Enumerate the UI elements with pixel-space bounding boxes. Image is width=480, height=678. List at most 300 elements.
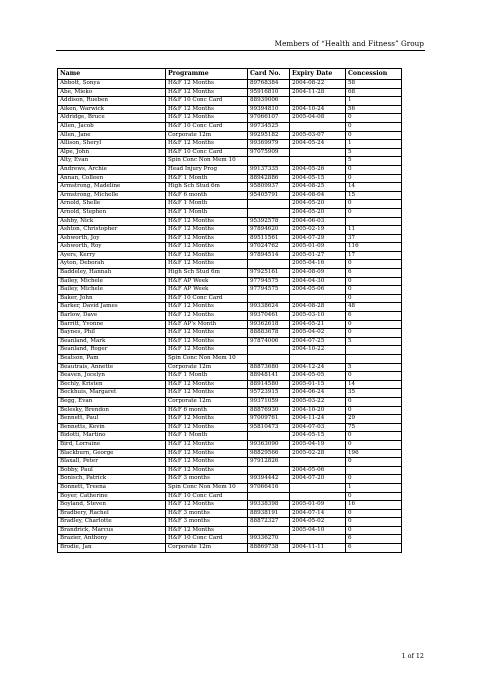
table-row	[58, 483, 402, 492]
cell-expiry-date: 2004-05-24	[290, 140, 346, 149]
table-row	[58, 157, 402, 166]
cell-card-no: 95916810	[248, 88, 290, 97]
cell-card-no: 99394810	[248, 105, 290, 114]
cell-card-no	[248, 466, 290, 475]
cell-concession: 11	[346, 226, 402, 235]
cell-name: Arnold, Shelle	[58, 200, 166, 209]
table-row	[58, 148, 402, 157]
cell-expiry-date: 2004-05-02	[290, 518, 346, 527]
table-row	[58, 226, 402, 235]
cell-card-no	[248, 432, 290, 441]
cell-expiry-date: 2005-01-09	[290, 243, 346, 252]
cell-concession: 0	[346, 320, 402, 329]
cell-name: Brodie, Jan	[58, 544, 166, 553]
cell-expiry-date: 2004-07-03	[290, 423, 346, 432]
cell-concession: 17	[346, 251, 402, 260]
cell-expiry-date: 2004-10-24	[290, 105, 346, 114]
cell-concession: 0	[346, 432, 402, 441]
cell-name: Armstrong, Madeline	[58, 183, 166, 192]
cell-concession: 14	[346, 183, 402, 192]
cell-expiry-date: 2004-05-21	[290, 320, 346, 329]
cell-concession: 0	[346, 458, 402, 467]
cell-concession: 0	[346, 440, 402, 449]
cell-concession: 0	[346, 397, 402, 406]
table-row	[58, 140, 402, 149]
cell-concession: 6	[346, 535, 402, 544]
cell-concession: 0	[346, 329, 402, 338]
cell-card-no: 97794575	[248, 286, 290, 295]
cell-name: Abe, Mieko	[58, 88, 166, 97]
cell-card-no: 88869738	[248, 544, 290, 553]
cell-card-no: 97912826	[248, 458, 290, 467]
cell-expiry-date: 2004-05-20	[290, 208, 346, 217]
cell-programme: H&F 12 Months	[166, 440, 248, 449]
table-row	[58, 509, 402, 518]
cell-name: Brandrick, Marcus	[58, 526, 166, 535]
cell-programme: H&F 12 Months	[166, 329, 248, 338]
cell-concession: 6	[346, 312, 402, 321]
cell-concession: 1	[346, 483, 402, 492]
cell-name: Abbott, Sonya	[58, 80, 166, 89]
cell-expiry-date: 2005-01-27	[290, 251, 346, 260]
cell-name: Bailey, Michele	[58, 286, 166, 295]
cell-card-no: 99363090	[248, 440, 290, 449]
cell-concession: 56	[346, 105, 402, 114]
column-header-card-no: Card No.	[248, 69, 290, 80]
table-row	[58, 260, 402, 269]
cell-concession: 0	[346, 200, 402, 209]
cell-concession: 6	[346, 544, 402, 553]
cell-concession: 35	[346, 389, 402, 398]
cell-programme: Corporate 12m	[166, 131, 248, 140]
cell-expiry-date: 2005-01-09	[290, 501, 346, 510]
cell-expiry-date: 2005-04-08	[290, 114, 346, 123]
cell-name: Allen, Jacob	[58, 122, 166, 131]
cell-card-no: 99371059	[248, 397, 290, 406]
table-row	[58, 518, 402, 527]
cell-card-no	[248, 200, 290, 209]
cell-programme: H&F 6 month	[166, 191, 248, 200]
cell-concession: 0	[346, 277, 402, 286]
cell-name: Bonnett, Treena	[58, 483, 166, 492]
cell-programme: H&F AP Week	[166, 286, 248, 295]
cell-programme: Head Injury Prog	[166, 165, 248, 174]
cell-name: Ayton, Deborah	[58, 260, 166, 269]
cell-card-no	[248, 208, 290, 217]
cell-card-no	[248, 260, 290, 269]
cell-expiry-date: 2004-04-30	[290, 277, 346, 286]
cell-concession: 1	[346, 97, 402, 106]
cell-name: Ashby, Nick	[58, 217, 166, 226]
cell-card-no: 88948141	[248, 372, 290, 381]
table-row	[58, 294, 402, 303]
cell-name: Barker, David James	[58, 303, 166, 312]
cell-concession: 15	[346, 191, 402, 200]
cell-concession: 48	[346, 303, 402, 312]
cell-concession: 0	[346, 372, 402, 381]
cell-programme: Spin Conc Non Mem 10	[166, 483, 248, 492]
cell-name: Beanland, Mark	[58, 337, 166, 346]
cell-concession: 5	[346, 363, 402, 372]
cell-programme: H&F 3 months	[166, 509, 248, 518]
cell-expiry-date: 2004-10-20	[290, 406, 346, 415]
cell-programme: Corporate 12m	[166, 544, 248, 553]
cell-card-no: 99734525	[248, 122, 290, 131]
cell-programme: H&F 12 Months	[166, 458, 248, 467]
cell-name: Addison, Rueben	[58, 97, 166, 106]
table-row	[58, 346, 402, 355]
table-row	[58, 303, 402, 312]
table-row	[58, 183, 402, 192]
cell-expiry-date: 2004-07-14	[290, 509, 346, 518]
table-row	[58, 243, 402, 252]
table-row	[58, 105, 402, 114]
table-body	[58, 80, 402, 553]
cell-card-no: 88873680	[248, 363, 290, 372]
cell-card-no: 97075909	[248, 148, 290, 157]
table-row	[58, 88, 402, 97]
cell-name: Beautrais, Annette	[58, 363, 166, 372]
column-header-concession: Concession	[346, 69, 402, 80]
cell-programme: High Sch Stud 6m	[166, 183, 248, 192]
cell-expiry-date: 2004-05-06	[290, 286, 346, 295]
cell-programme: H&F 1 Month	[166, 432, 248, 441]
cell-expiry-date: 2004-11-24	[290, 415, 346, 424]
cell-programme: H&F 10 Conc Card	[166, 294, 248, 303]
cell-card-no: 99338624	[248, 303, 290, 312]
cell-concession: 0	[346, 518, 402, 527]
members-table	[57, 68, 402, 553]
cell-expiry-date: 2004-08-25	[290, 183, 346, 192]
cell-programme: H&F 3 months	[166, 475, 248, 484]
cell-card-no: 88939006	[248, 97, 290, 106]
table-row	[58, 406, 402, 415]
cell-programme: Corporate 12m	[166, 363, 248, 372]
cell-expiry-date: 2004-05-15	[290, 174, 346, 183]
cell-name: Begg, Evan	[58, 397, 166, 406]
cell-concession: 196	[346, 449, 402, 458]
cell-expiry-date	[290, 148, 346, 157]
cell-programme: H&F 12 Months	[166, 501, 248, 510]
cell-concession: 0	[346, 122, 402, 131]
cell-name: Belesky, Brendon	[58, 406, 166, 415]
cell-card-no: 88938191	[248, 509, 290, 518]
cell-concession: 0	[346, 294, 402, 303]
cell-name: Annan, Colleen	[58, 174, 166, 183]
cell-concession: 0	[346, 526, 402, 535]
table-row	[58, 131, 402, 140]
cell-name: Baker, John	[58, 294, 166, 303]
table-row	[58, 174, 402, 183]
cell-concession: 0	[346, 208, 402, 217]
cell-card-no: 95809937	[248, 183, 290, 192]
cell-expiry-date: 2004-07-29	[290, 234, 346, 243]
cell-card-no: 99137335	[248, 165, 290, 174]
cell-expiry-date: 2005-03-22	[290, 397, 346, 406]
cell-expiry-date: 2005-03-07	[290, 131, 346, 140]
cell-expiry-date: 2004-08-09	[290, 269, 346, 278]
table-row	[58, 114, 402, 123]
cell-programme: H&F 12 Months	[166, 346, 248, 355]
cell-card-no: 89768384	[248, 80, 290, 89]
table-row	[58, 320, 402, 329]
cell-expiry-date: 2005-04-16	[290, 260, 346, 269]
cell-name: Andrews, Archie	[58, 165, 166, 174]
cell-expiry-date: 2005-02-19	[290, 226, 346, 235]
cell-name: Bradbery, Rachel	[58, 509, 166, 518]
cell-card-no: 89511561	[248, 234, 290, 243]
cell-concession: 0	[346, 165, 402, 174]
cell-expiry-date: 2004-06-03	[290, 217, 346, 226]
cell-programme: H&F 10 Conc Card	[166, 97, 248, 106]
cell-card-no	[248, 526, 290, 535]
cell-concession: 0	[346, 475, 402, 484]
table-row	[58, 329, 402, 338]
cell-name: Allison, Sheryl	[58, 140, 166, 149]
cell-name: Beatson, Pam	[58, 355, 166, 364]
cell-concession: 29	[346, 415, 402, 424]
cell-card-no	[248, 294, 290, 303]
cell-card-no: 95810473	[248, 423, 290, 432]
column-header-expiry-date: Expiry Date	[290, 69, 346, 80]
cell-name: Bechly, Kristen	[58, 380, 166, 389]
cell-card-no	[248, 492, 290, 501]
cell-card-no: 97874006	[248, 337, 290, 346]
cell-name: Beaven, Jocelyn	[58, 372, 166, 381]
table-row	[58, 380, 402, 389]
cell-name: Bradley, Charlotte	[58, 518, 166, 527]
cell-programme: H&F 12 Months	[166, 312, 248, 321]
cell-card-no: 99370461	[248, 312, 290, 321]
page-header-title: Members of “Health and Fitness” Group	[274, 39, 424, 48]
table-row	[58, 217, 402, 226]
cell-concession: 75	[346, 423, 402, 432]
table-row	[58, 492, 402, 501]
cell-name: Beckhuis, Margaret	[58, 389, 166, 398]
cell-concession: 37	[346, 234, 402, 243]
cell-programme: H&F 12 Months	[166, 389, 248, 398]
cell-card-no: 88942886	[248, 174, 290, 183]
cell-card-no: 98829566	[248, 449, 290, 458]
cell-programme: H&F 1 Month	[166, 208, 248, 217]
cell-expiry-date: 2005-04-02	[290, 329, 346, 338]
cell-concession: 6	[346, 269, 402, 278]
cell-concession: 0	[346, 509, 402, 518]
cell-card-no: 88872327	[248, 518, 290, 527]
cell-expiry-date: 2005-02-28	[290, 449, 346, 458]
cell-expiry-date	[290, 535, 346, 544]
cell-name: Brazier, Anthony	[58, 535, 166, 544]
cell-card-no: 99369979	[248, 140, 290, 149]
cell-programme: H&F 1 Month	[166, 372, 248, 381]
cell-name: Blackburn, George	[58, 449, 166, 458]
table-row	[58, 415, 402, 424]
table-row	[58, 526, 402, 535]
cell-programme: H&F 6 month	[166, 406, 248, 415]
cell-card-no: 95405791	[248, 191, 290, 200]
table-row	[58, 475, 402, 484]
cell-name: Barritt, Yvonne	[58, 320, 166, 329]
cell-programme: H&F 12 Months	[166, 415, 248, 424]
cell-programme: H&F 12 Months	[166, 380, 248, 389]
cell-concession: 5	[346, 148, 402, 157]
table-row	[58, 208, 402, 217]
cell-card-no: 99295182	[248, 131, 290, 140]
cell-name: Blaxall, Peter	[58, 458, 166, 467]
cell-name: Ayers, Kerry	[58, 251, 166, 260]
cell-name: Bidotti, Martino	[58, 432, 166, 441]
cell-name: Bobby, Paul	[58, 466, 166, 475]
cell-expiry-date: 2004-07-20	[290, 475, 346, 484]
cell-expiry-date: 2004-08-04	[290, 191, 346, 200]
cell-expiry-date	[290, 122, 346, 131]
cell-name: Armstrong, Michelle	[58, 191, 166, 200]
cell-expiry-date: 2004-12-24	[290, 363, 346, 372]
cell-name: Alty, Evan	[58, 157, 166, 166]
cell-expiry-date: 2005-04-10	[290, 526, 346, 535]
cell-programme: H&F 10 Conc Card	[166, 148, 248, 157]
table-row	[58, 122, 402, 131]
cell-card-no	[248, 157, 290, 166]
cell-programme: H&F 12 Months	[166, 260, 248, 269]
cell-name: Ashton, Christopher	[58, 226, 166, 235]
cell-card-no: 88914580	[248, 380, 290, 389]
table-row	[58, 432, 402, 441]
cell-expiry-date: 2004-07-25	[290, 337, 346, 346]
table-row	[58, 449, 402, 458]
table-row	[58, 165, 402, 174]
cell-expiry-date: 2004-05-15	[290, 432, 346, 441]
cell-expiry-date: 2004-11-28	[290, 88, 346, 97]
cell-concession: 16	[346, 501, 402, 510]
cell-name: Boyland, Steven	[58, 501, 166, 510]
cell-concession	[346, 466, 402, 475]
cell-card-no: 97066107	[248, 114, 290, 123]
cell-expiry-date: 2004-10-22	[290, 346, 346, 355]
column-header-programme: Programme	[166, 69, 248, 80]
table-row	[58, 97, 402, 106]
cell-programme: H&F 12 Months	[166, 140, 248, 149]
cell-card-no: 95392578	[248, 217, 290, 226]
cell-concession: 1	[346, 140, 402, 149]
cell-programme: H&F AP's Month	[166, 320, 248, 329]
table-row	[58, 372, 402, 381]
cell-programme: H&F 12 Months	[166, 226, 248, 235]
cell-card-no: 97894620	[248, 226, 290, 235]
cell-card-no	[248, 346, 290, 355]
table-row	[58, 80, 402, 89]
cell-concession: 5	[346, 157, 402, 166]
cell-concession: 68	[346, 88, 402, 97]
cell-name: Bird, Lorraine	[58, 440, 166, 449]
cell-expiry-date	[290, 492, 346, 501]
cell-card-no: 97794575	[248, 277, 290, 286]
table-row	[58, 535, 402, 544]
cell-expiry-date	[290, 157, 346, 166]
cell-name: Ashworth, Roy	[58, 243, 166, 252]
cell-concession: 0	[346, 131, 402, 140]
cell-concession: 116	[346, 243, 402, 252]
cell-programme: H&F 12 Months	[166, 526, 248, 535]
cell-programme: H&F 1 Month	[166, 200, 248, 209]
cell-concession: 0	[346, 492, 402, 501]
cell-programme: H&F 12 Months	[166, 466, 248, 475]
cell-card-no: 99336270	[248, 535, 290, 544]
cell-concession: 5	[346, 337, 402, 346]
cell-programme: H&F 10 Conc Card	[166, 535, 248, 544]
table-header-row	[58, 69, 402, 80]
table-row	[58, 440, 402, 449]
cell-programme: H&F 12 Months	[166, 234, 248, 243]
cell-name: Beanland, Roger	[58, 346, 166, 355]
cell-expiry-date: 2004-05-05	[290, 372, 346, 381]
table-row	[58, 423, 402, 432]
cell-expiry-date: 2004-06-24	[290, 389, 346, 398]
cell-name: Bennett, Paul	[58, 415, 166, 424]
table-row	[58, 466, 402, 475]
table-row	[58, 363, 402, 372]
cell-programme: H&F 12 Months	[166, 303, 248, 312]
cell-programme: H&F AP Week	[166, 277, 248, 286]
table-row	[58, 337, 402, 346]
cell-name: Alpe, John	[58, 148, 166, 157]
cell-name: Bonisch, Patrick	[58, 475, 166, 484]
cell-name: Arnold, Stephen	[58, 208, 166, 217]
cell-programme: High Sch Stud 6m	[166, 269, 248, 278]
table-row	[58, 544, 402, 553]
table-row	[58, 458, 402, 467]
cell-expiry-date: 2004-05-26	[290, 165, 346, 174]
cell-programme: H&F 10 Conc Card	[166, 492, 248, 501]
cell-name: Bennetts, Kevin	[58, 423, 166, 432]
table-row	[58, 200, 402, 209]
cell-programme: H&F 12 Months	[166, 88, 248, 97]
table-row	[58, 286, 402, 295]
cell-programme: H&F 12 Months	[166, 80, 248, 89]
cell-concession: 0	[346, 286, 402, 295]
cell-expiry-date: 2004-05-06	[290, 466, 346, 475]
cell-expiry-date: 2005-01-15	[290, 380, 346, 389]
cell-programme: H&F 12 Months	[166, 423, 248, 432]
cell-expiry-date	[290, 355, 346, 364]
cell-expiry-date	[290, 483, 346, 492]
cell-expiry-date: 2004-08-28	[290, 303, 346, 312]
cell-expiry-date: 2004-11-11	[290, 544, 346, 553]
table-row	[58, 389, 402, 398]
cell-name: Aldridge, Bruce	[58, 114, 166, 123]
cell-programme: H&F 1 Month	[166, 174, 248, 183]
table-row	[58, 501, 402, 510]
cell-expiry-date: 2004-05-20	[290, 200, 346, 209]
table-row	[58, 355, 402, 364]
cell-card-no: 97925161	[248, 269, 290, 278]
cell-concession	[346, 355, 402, 364]
cell-concession: 0	[346, 114, 402, 123]
cell-programme: H&F 12 Months	[166, 105, 248, 114]
cell-programme: H&F 10 Conc Card	[166, 122, 248, 131]
table-row	[58, 191, 402, 200]
cell-name: Ashworth, Joy	[58, 234, 166, 243]
cell-card-no: 88883678	[248, 329, 290, 338]
table-row	[58, 269, 402, 278]
cell-programme: Spin Conc Non Mem 10	[166, 157, 248, 166]
cell-card-no: 97024762	[248, 243, 290, 252]
cell-name: Baynes, Phil	[58, 329, 166, 338]
cell-card-no: 97894514	[248, 251, 290, 260]
cell-card-no	[248, 355, 290, 364]
cell-expiry-date: 2005-04-19	[290, 440, 346, 449]
cell-concession	[346, 346, 402, 355]
